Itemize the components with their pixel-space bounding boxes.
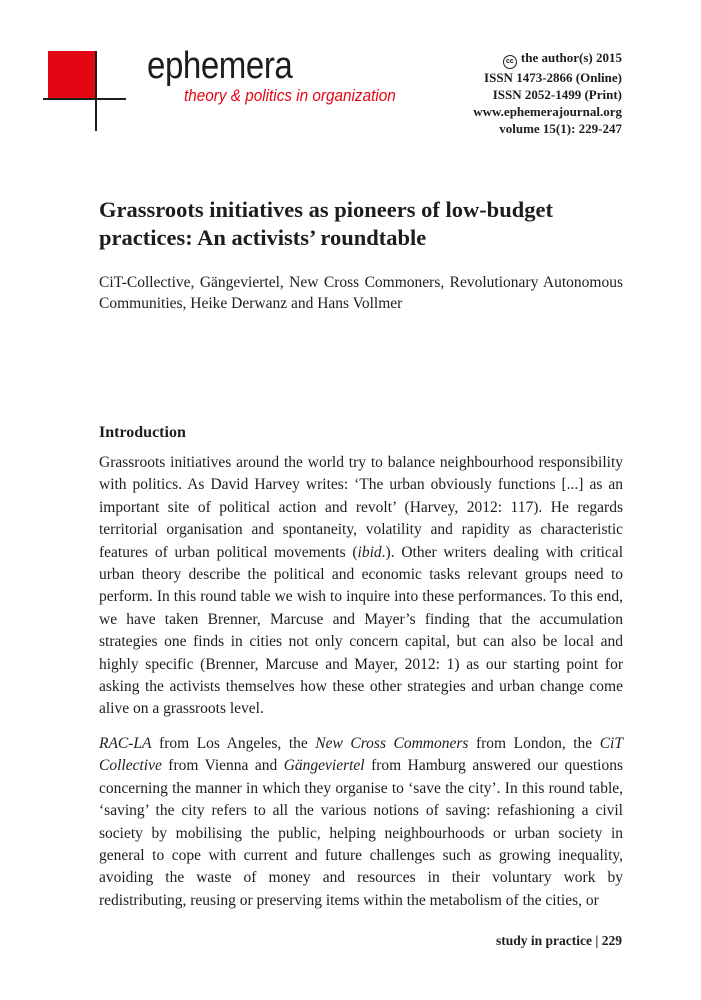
article-title: Grassroots initiatives as pioneers of low-budget practices: An activists’ roundtable <box>99 197 553 250</box>
logo-cross-vertical-line <box>95 51 97 131</box>
copyright-line <box>473 49 622 69</box>
running-footer-page-number: study in practice | 229 <box>496 933 622 948</box>
journal-url: www.ephemerajournal.org <box>473 104 622 119</box>
article-body <box>99 452 623 924</box>
paragraph-1: Grassroots initiatives around the world try to balance neighbourhood responsibility with politics. As David Harvey writes: ‘The urban obviously functions [...] as an important site of political action and revolt’ (Harvey, 2012: 117). He regards territorial organisation and spontaneity, volatility and rapidity as characteristic features of urban political movements (ibid.). Other writers dealing with critical urban theory describe the political and economic tasks relevant groups need to perform. In this round table we wish to inquire into these performances. To this end, we have taken Brenner, Marcuse and Mayer’s finding that the accumulation strategies one finds in cities not only concern capital, but can also be local and highly specific (Brenner, Marcuse and Mayer, 2012: 1) as our starting point for asking the activists themselves how these other strategies and urban change come alive on a grassroots level. <box>99 454 623 718</box>
journal-wordmark: ephemera <box>147 45 293 87</box>
journal-tagline: theory & politics in organization <box>184 86 396 105</box>
logo-cross-horizontal-line <box>43 98 126 100</box>
issue-meta-block <box>473 49 622 137</box>
volume-pages: volume 15(1): 229-247 <box>499 121 622 136</box>
article-authors: CiT-Collective, Gängeviertel, New Cross Commoners, Revolutionary Autonomous Communities, Heike Derwanz and Hans Vollmer <box>99 274 623 312</box>
issn-print: ISSN 2052-1499 (Print) <box>492 87 622 102</box>
copyright-text: the author(s) 2015 <box>520 50 622 65</box>
section-heading-introduction: Introduction <box>99 424 186 441</box>
creative-commons-icon: cc <box>503 55 517 69</box>
logo-red-square-icon <box>48 51 96 99</box>
issn-online: ISSN 1473-2866 (Online) <box>484 70 622 85</box>
paragraph-2: RAC-LA from Los Angeles, the New Cross Commoners from London, the CiT Collective from Vienna and Gängeviertel from Hamburg answered our questions concerning the manner in which they organise to ‘save the city’. In this round table, ‘saving’ the city refers to all the various notions of saving: refashioning a civil society by mobilising the public, helping neighbourhoods or urban society in general to cope with current and future challenges such as growing inequality, avoiding the waste of money and resources in their voluntary work by redistributing, reusing or preserving items within the metabolism of the cities, or <box>99 734 623 909</box>
